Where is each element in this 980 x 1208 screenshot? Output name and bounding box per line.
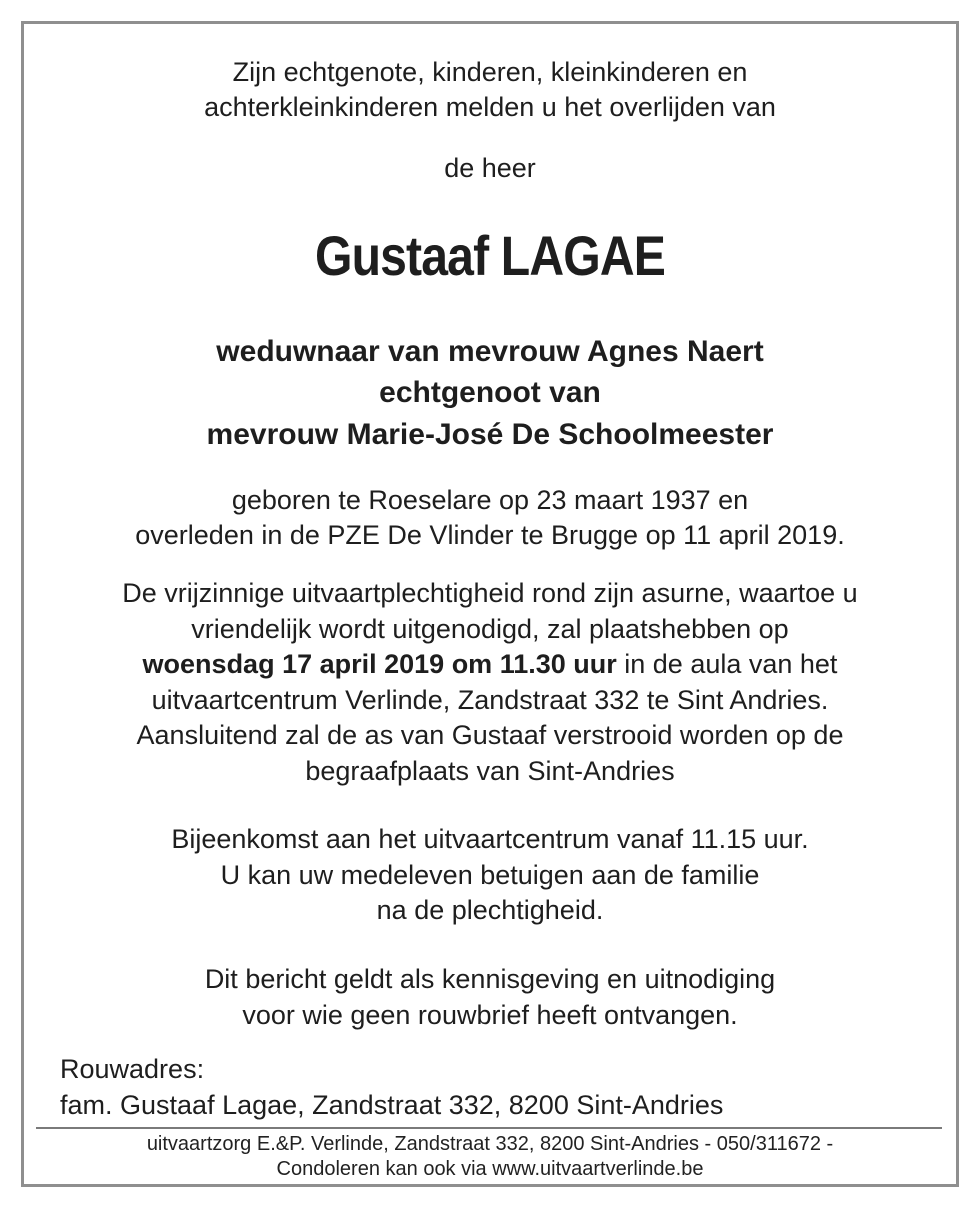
relation-line-2: echtgenoot van — [379, 376, 601, 409]
ceremony-line-1: De vrijzinnige uitvaartplechtigheid rond zijn asurne, waartoe u — [122, 578, 858, 608]
notice-line-1: Dit bericht geldt als kennisgeving en uitnodiging — [204, 964, 776, 994]
footer-line-2: Condoleren kan ook via www.uitvaartverlinde.be — [276, 1158, 704, 1180]
gathering-line-2: U kan uw medeleven betuigen aan de familie — [220, 860, 760, 890]
ceremony-date: woensdag 17 april 2019 om 11.30 uur — [142, 649, 617, 679]
notice-line-2: voor wie geen rouwbrief heeft ontvangen. — [242, 1000, 738, 1030]
relation-line-3: mevrouw Marie-José De Schoolmeester — [206, 418, 774, 451]
ceremony-line-3 — [0, 648, 980, 680]
intro-line-2: achterkleinkinderen melden u het overlijden van — [204, 92, 776, 122]
ceremony-line-2: vriendelijk wordt uitgenodigd, zal plaatshebben op — [191, 614, 789, 644]
intro-line-1: Zijn echtgenote, kinderen, kleinkinderen en — [232, 57, 748, 87]
ceremony-line-5: Aansluitend zal de as van Gustaaf verstrooid worden op de — [136, 720, 844, 750]
ceremony-line-6: begraafplaats van Sint-Andries — [305, 756, 675, 786]
footer-line-1: uitvaartzorg E.&P. Verlinde, Zandstraat 332, 8200 Sint-Andries - 050/311672 - — [146, 1133, 834, 1155]
footer-divider — [36, 1127, 942, 1129]
life-line-2: overleden in de PZE De Vlinder te Brugge op 11 april 2019. — [135, 520, 845, 550]
gathering-line-1: Bijeenkomst aan het uitvaartcentrum vanaf 11.15 uur. — [171, 824, 809, 854]
address-label: Rouwadres: — [60, 1054, 205, 1084]
gathering-line-3: na de plechtigheid. — [376, 895, 604, 925]
relation-line-1: weduwnaar van mevrouw Agnes Naert — [216, 335, 764, 368]
ceremony-line-3-rest: in de aula van het — [616, 649, 838, 679]
title-prefix: de heer — [444, 153, 536, 183]
ceremony-line-4: uitvaartcentrum Verlinde, Zandstraat 332 te Sint Andries. — [151, 685, 829, 715]
deceased-name: Gustaaf LAGAE — [314, 224, 666, 287]
address-value: fam. Gustaaf Lagae, Zandstraat 332, 8200 Sint-Andries — [60, 1090, 724, 1120]
life-line-1: geboren te Roeselare op 23 maart 1937 en — [231, 485, 749, 515]
